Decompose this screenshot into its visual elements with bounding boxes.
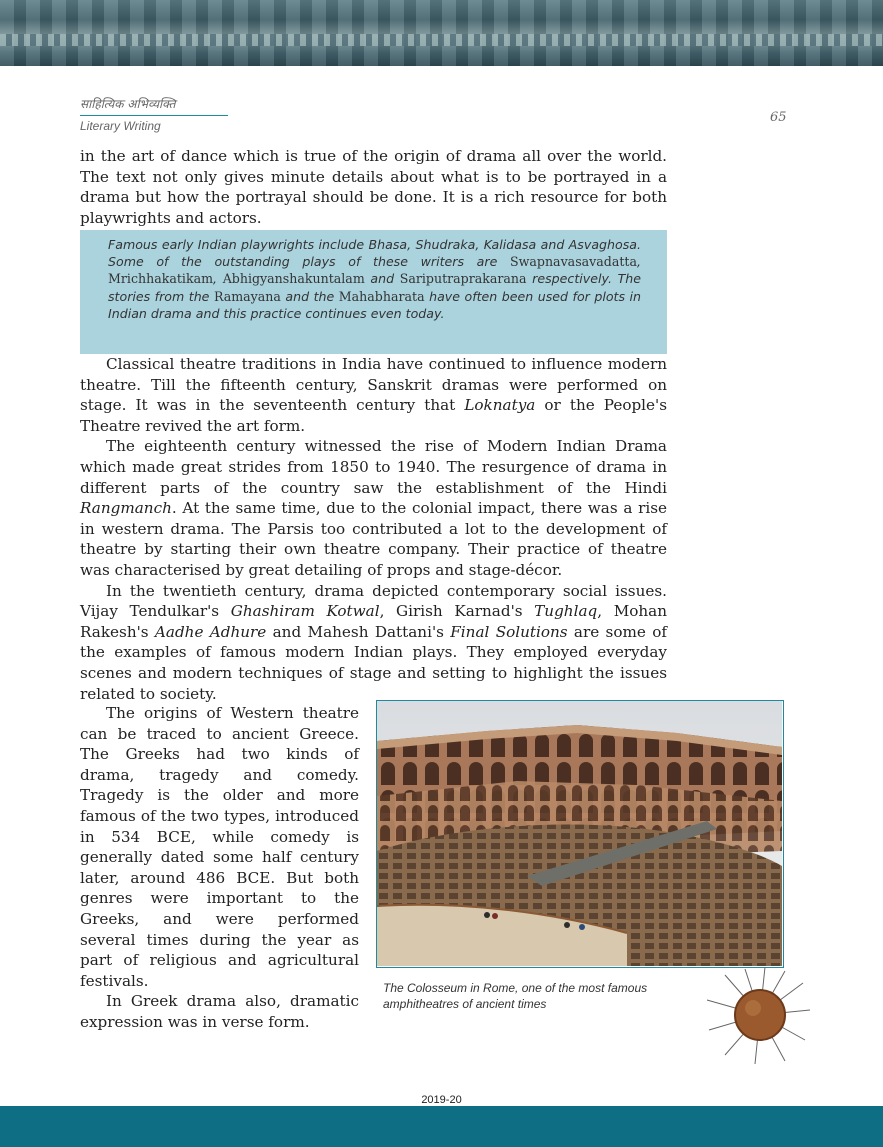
epic-title: Mahabharata xyxy=(338,288,425,304)
paragraph-modern-drama xyxy=(80,436,667,580)
paragraph-western-theatre: The origins of Western theatre can be traced to ancient Greece. The Greeks had two kinds of drama, tragedy and comedy. Tragedy is the older and more famous of the two types, introduced in 534 BCE, while comedy is generally dated some half century later, around 486 BCE. But both genres were important to the Greeks, and were performed several times during the year as part of religious and agricultural festivals. xyxy=(80,704,359,990)
play-title: Aadhe Adhure xyxy=(154,622,267,641)
play-title: Sariputraprakarana xyxy=(399,271,527,287)
colosseum-photo xyxy=(376,700,784,968)
play-title: Abhigyanshakuntalam xyxy=(222,271,365,287)
paragraph-twentieth-century xyxy=(80,581,667,705)
paragraph-text: and Mahesh Dattani's xyxy=(266,622,451,641)
paragraph-intro: in the art of dance which is true of the origin of drama all over the world. The text not only gives minute details about what is to be portrayed in a drama but how the portrayal should be done. It is a rich resource for both playwrights and actors. xyxy=(80,147,667,227)
play-title: Ghashiram Kotwal xyxy=(230,602,380,621)
intro-text-block xyxy=(80,146,667,228)
decorative-header-banner xyxy=(0,0,883,66)
playwrights-callout-box xyxy=(80,230,667,354)
footer-bar xyxy=(0,1106,883,1147)
callout-text: , xyxy=(213,271,223,287)
page-number: 65 xyxy=(770,110,787,125)
paragraph-classical-theatre xyxy=(80,354,667,436)
callout-text: and the xyxy=(280,288,339,304)
paragraph-text: or the People's Theatre revived the art form. xyxy=(80,396,667,435)
play-title: Mrichhakatikam xyxy=(108,271,214,287)
running-head-english: Literary Writing xyxy=(80,119,161,133)
italic-term: Loknatya xyxy=(464,396,536,415)
callout-text: Famous early Indian playwrights include Bhasa, Shudraka, Kalidasa and Asvaghosa. Some of the outstanding plays of these writers are xyxy=(108,237,641,270)
play-title: Final Solutions xyxy=(450,622,568,641)
compass-decoration-icon xyxy=(705,965,815,1065)
running-head-rule xyxy=(80,115,228,116)
running-head xyxy=(80,95,230,133)
play-title: Tughlaq xyxy=(534,602,598,621)
main-text-block xyxy=(80,354,667,704)
year-label: 2019-20 xyxy=(421,1094,462,1106)
callout-text: respectively. The stories from the xyxy=(108,271,641,304)
paragraph-text: The eighteenth century witnessed the rise of Modern Indian Drama which made great strides from 1850 to 1940. The resurgence of drama in different parts of the country saw the establishment of the Hindi xyxy=(80,437,667,497)
callout-text: , xyxy=(636,254,641,270)
play-title: Swapnavasavadatta xyxy=(509,254,637,270)
banner-frieze xyxy=(0,34,883,46)
paragraph-text: are some of the examples of famous modern Indian plays. They employed everyday scenes and modern techniques of stage and setting to highlight the issues related to society. xyxy=(80,622,667,703)
callout-text: have often been used for plots in Indian drama and this practice continues even today. xyxy=(108,288,642,321)
paragraph-text: In the twentieth century, drama depicted contemporary social issues. Vijay Tendulkar's xyxy=(80,581,667,621)
paragraph-text: , Mohan Rakesh's xyxy=(80,602,668,641)
italic-term: Rangmanch xyxy=(80,499,172,518)
figure-caption: The Colosseum in Rome, one of the most famous amphitheatres of ancient times xyxy=(383,981,648,1011)
western-theatre-text-block xyxy=(80,703,359,1033)
running-head-hindi: साहित्यिक अभिव्यक्ति xyxy=(80,97,176,111)
paragraph-text: , Girish Karnad's xyxy=(379,602,535,621)
paragraph-text: . At the same time, due to the colonial impact, there was a rise in western drama. The Parsis too contributed a lot to the development of theatre by starting their own theatre company. Their practice of theatre was characterised by great detailing of props and stage-décor. xyxy=(80,499,667,579)
colosseum-illustration xyxy=(377,701,782,966)
callout-text: and xyxy=(364,271,400,287)
paragraph-text: Classical theatre traditions in India have continued to influence modern theatre. Till the fifteenth century, Sanskrit dramas were performed on stage. It was in the seventeenth century that xyxy=(80,355,667,415)
epic-title: Ramayana xyxy=(213,288,281,304)
paragraph-greek-drama: In Greek drama also, dramatic expression was in verse form. xyxy=(80,992,359,1031)
